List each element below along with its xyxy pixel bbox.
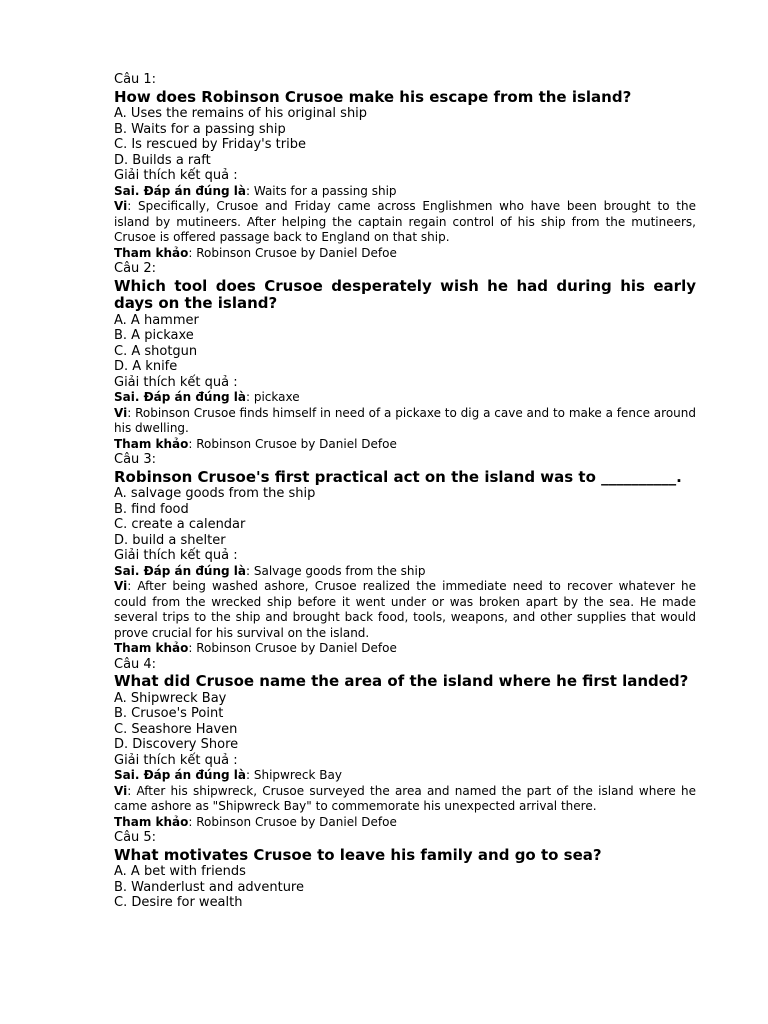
reference-prefix: Tham khảo (114, 641, 189, 656)
question-text: What did Crusoe name the area of the island where he first landed? (114, 672, 689, 690)
correct-answer (114, 564, 696, 579)
reference (114, 437, 696, 452)
reference (114, 641, 696, 656)
answer-option: A. salvage goods from the ship (114, 486, 316, 502)
answer-option: D. A knife (114, 359, 178, 375)
question-number: Câu 3: (114, 452, 157, 468)
reference-prefix: Tham khảo (114, 245, 189, 260)
question-number: Câu 2: (114, 261, 157, 276)
explanation-text (114, 406, 696, 437)
quiz-document (114, 72, 696, 911)
reference-text: : Robinson Crusoe by Daniel Defoe (188, 814, 397, 829)
reference-prefix: Tham khảo (114, 436, 189, 451)
answer-option: D. build a shelter (114, 532, 226, 548)
explanation-text (114, 199, 696, 245)
question-block (114, 72, 696, 261)
answer-value: : Shipwreck Bay (245, 768, 342, 783)
answer-option: B. find food (114, 501, 189, 517)
answer-option: B. A pickaxe (114, 328, 194, 344)
explanation-heading: Giải thích kết quả : (114, 168, 238, 184)
vi-text: : Robinson Crusoe finds himself in need of a pickaxe to dig a cave and to make a fence around his dwelling. (114, 405, 696, 436)
question-text: Robinson Crusoe's first practical act on the island was to __________. (114, 467, 682, 486)
question-text: What motivates Crusoe to leave his family and go to sea? (114, 845, 602, 864)
vi-text: : After his shipwreck, Crusoe surveyed the area and named the part of the island where he came ashore as "Shipwreck Bay" to commemorate his unexpected arrival there. (114, 783, 696, 814)
reference-text: : Robinson Crusoe by Daniel Defoe (188, 436, 397, 451)
answer-option: B. Crusoe's Point (114, 706, 224, 722)
reference-prefix: Tham khảo (114, 814, 189, 829)
question-text: How does Robinson Crusoe make his escape from the island? (114, 87, 632, 106)
correct-answer (114, 184, 696, 199)
explanation-heading: Giải thích kết quả : (114, 752, 238, 768)
question-block (114, 830, 696, 911)
reference (114, 246, 696, 261)
answer-option: B. Wanderlust and adventure (114, 879, 304, 895)
answer-prefix: Sai. Đáp án đúng là (114, 564, 246, 579)
explanation-text (114, 784, 696, 815)
answer-option: C. create a calendar (114, 517, 246, 533)
answer-value: : Salvage goods from the ship (245, 564, 426, 579)
vi-prefix: Vi (114, 579, 128, 594)
answer-option: C. Is rescued by Friday's tribe (114, 137, 306, 153)
answer-option: A. Uses the remains of his original ship (114, 106, 368, 121)
answer-option: C. Desire for wealth (114, 895, 243, 911)
question-number: Câu 1: (114, 72, 157, 87)
answer-value: : Waits for a passing ship (245, 183, 397, 198)
answer-prefix: Sai. Đáp án đúng là (114, 183, 246, 198)
answer-option: A. A hammer (114, 312, 199, 328)
answer-option: C. Seashore Haven (114, 721, 238, 737)
explanation-text (114, 579, 696, 641)
answer-option: A. Shipwreck Bay (114, 690, 227, 706)
question-block (114, 452, 696, 656)
reference-text: : Robinson Crusoe by Daniel Defoe (188, 245, 397, 260)
correct-answer (114, 390, 696, 405)
vi-prefix: Vi (114, 783, 128, 798)
answer-option: C. A shotgun (114, 343, 198, 359)
question-number: Câu 5: (114, 830, 157, 846)
vi-text: : After being washed ashore, Crusoe realized the immediate need to recover whatever he could from the wrecked ship before it went under or was broken apart by the sea. He made several trips to the ship and brought back food, tools, weapons, and other supplies that would prove crucial for his survival on the island. (114, 579, 696, 640)
answer-option: A. A bet with friends (114, 864, 246, 880)
question-number: Câu 4: (114, 656, 157, 672)
answer-prefix: Sai. Đáp án đúng là (114, 768, 246, 783)
correct-answer (114, 768, 696, 783)
explanation-heading: Giải thích kết quả : (114, 374, 238, 390)
answer-prefix: Sai. Đáp án đúng là (114, 390, 246, 405)
answer-option: D. Discovery Shore (114, 737, 239, 753)
answer-option: D. Builds a raft (114, 152, 211, 168)
vi-prefix: Vi (114, 405, 128, 420)
vi-prefix: Vi (114, 199, 128, 214)
question-block (114, 261, 696, 452)
answer-option: B. Waits for a passing ship (114, 121, 286, 137)
question-block (114, 657, 696, 831)
answer-value: : pickaxe (245, 390, 300, 405)
question-text: Which tool does Crusoe desperately wish he had during his early days on the island? (114, 276, 696, 312)
vi-text: : Specifically, Crusoe and Friday came across Englishmen who have been brought to the island by mutineers. After helping the captain regain control of his ship from the mutineers, Crusoe is offered passage back to England on that ship. (114, 199, 696, 245)
reference-text: : Robinson Crusoe by Daniel Defoe (188, 641, 397, 656)
reference (114, 815, 696, 830)
explanation-heading: Giải thích kết quả : (114, 548, 238, 564)
